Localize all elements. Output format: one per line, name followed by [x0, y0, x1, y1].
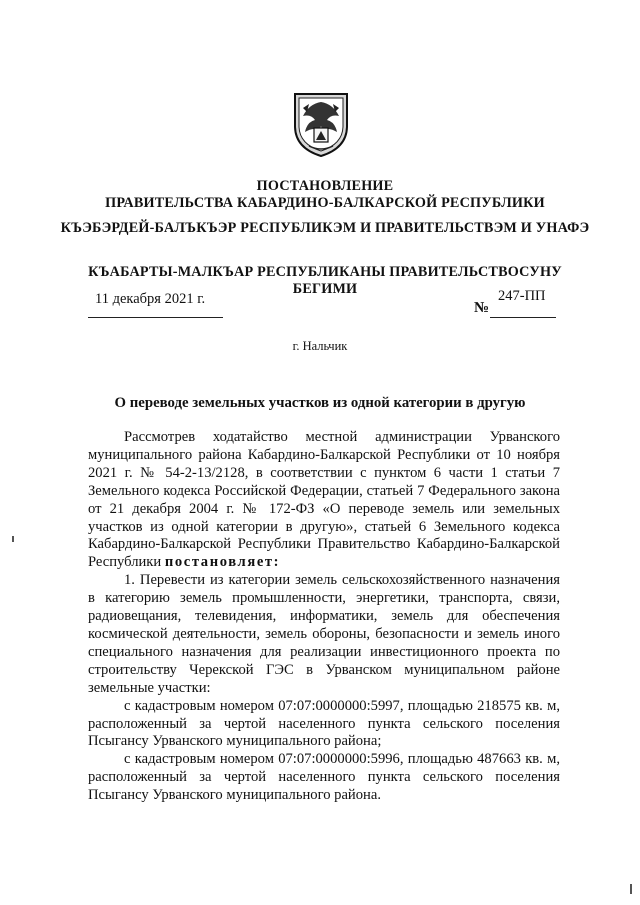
document-number: 247-ПП — [498, 288, 546, 304]
intro-paragraph — [88, 429, 560, 572]
document-title — [60, 178, 590, 212]
number-underline — [490, 317, 556, 318]
item-1b-paragraph: с кадастровым номером 07:07:0000000:5996, площадью 487663 кв. м, расположенный за чертой населенного пункта сельского поселения Псыгансу Урванского муниципального района. — [88, 751, 560, 804]
resolves-text: постановляет: — [164, 554, 281, 571]
scan-artifact — [12, 536, 14, 542]
document-date: 11 декабря 2021 г. — [95, 291, 206, 307]
coat-of-arms-icon — [289, 86, 353, 158]
intro-text: Рассмотрев ходатайство местной администрации Урванского муниципального района Кабардино-Балкарской Республики от 10 ноября 2021 г. № 54-2-13/2128, в соответствии с пунктом 6 части 1 статьи 7 Земельного кодекса Российской Федерации, статьей 7 Федерального закона от 21 декабря 2004 г. № 172-ФЗ «О переводе земель или земельных участков из одной категории в другую», статьей 6 Земельного кодекса Кабардино-Балкарской Республики Правительство Кабардино-Балкарской Республики — [88, 429, 560, 571]
item-1a-paragraph: с кадастровым номером 07:07:0000000:5997, площадью 218575 кв. м, расположенный за чертой населенного пункта сельского поселения Псыгансу Урванского муниципального района; — [88, 697, 560, 750]
document-subject: О переводе земельных участков из одной категории в другую — [114, 395, 526, 411]
number-label: № — [474, 300, 490, 316]
balkar-title: КЪАБАРТЫ-МАЛКЪАР РЕСПУБЛИКАНЫ ПРАВИТЕЛЬСТВОСУНУ БЕГИМИ — [88, 264, 562, 297]
kabardian-title: КЪЭБЭРДЕЙ-БАЛЪКЪЭР РЕСПУБЛИКЭМ И ПРАВИТЕЛЬСТВЭМ И УНАФЭ — [60, 220, 590, 236]
scan-artifact — [630, 884, 632, 894]
item-1-paragraph: 1. Перевести из категории земель сельскохозяйственного назначения в категорию земель промышленности, энергетики, транспорта, связи, радиовещания, телевидения, информатики, земель для обеспечения космической деятельности, земель обороны, безопасности и земель иного специального назначения для реализации инвестиционного проекта по строительству Черекской ГЭС в Урванском муниципальном районе земельные участки: — [88, 572, 560, 696]
title-line-2: ПРАВИТЕЛЬСТВА КАБАРДИНО-БАЛКАРСКОЙ РЕСПУБЛИКИ — [105, 195, 545, 211]
city: г. Нальчик — [292, 339, 348, 353]
title-line-1: ПОСТАНОВЛЕНИЕ — [256, 178, 394, 194]
document-body — [88, 429, 560, 805]
date-underline — [88, 317, 223, 318]
